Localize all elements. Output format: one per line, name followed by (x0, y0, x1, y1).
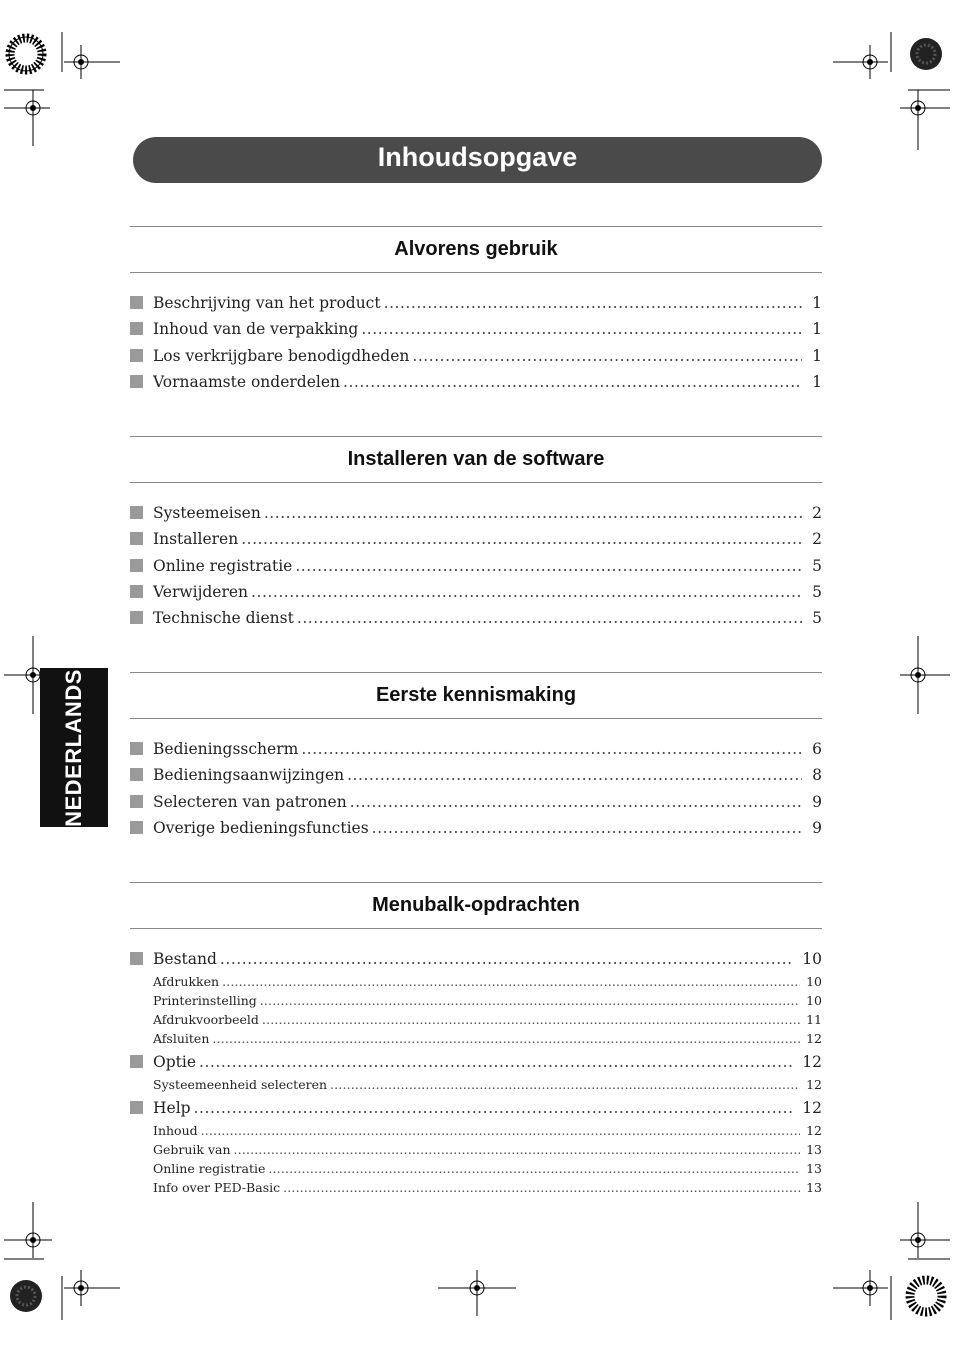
leader-dots (234, 1142, 800, 1157)
leader-dots (201, 1123, 800, 1138)
toc-subentry-label: Printerinstelling (153, 993, 257, 1008)
page-title: Inhoudsopgave (377, 142, 578, 172)
toc-entry-label: Beschrijving van het product (153, 294, 381, 312)
toc-subentry-label: Afdrukvoorbeeld (153, 1012, 259, 1027)
registration-target-icon (64, 45, 120, 79)
square-bullet-icon (130, 506, 143, 519)
toc-subentry[interactable] (153, 1142, 822, 1159)
toc-entry[interactable] (130, 530, 822, 552)
language-side-tab (40, 668, 108, 827)
leader-dots (330, 1077, 800, 1092)
square-bullet-icon (130, 349, 143, 362)
toc-page-number: 5 (812, 583, 822, 601)
square-bullet-icon (130, 296, 143, 309)
toc-subentry-label: Systeemeenheid selecteren (153, 1077, 328, 1092)
section-heading-box (130, 672, 822, 719)
toc-subentry[interactable] (153, 1161, 822, 1178)
toc-entry-label: Optie (153, 1053, 196, 1071)
toc-entry-label: Verwijderen (153, 583, 249, 601)
leader-dots (199, 1053, 794, 1071)
toc-subentry[interactable] (153, 993, 822, 1010)
leader-dots (251, 583, 802, 601)
section-heading-box (130, 882, 822, 929)
leader-dots (268, 1161, 800, 1176)
toc-entry-label: Bedieningsscherm (153, 740, 299, 758)
toc-entry-label: Technische dienst (153, 609, 294, 627)
toc-entry-label: Bedieningsaanwijzingen (153, 766, 345, 784)
section-heading-box (130, 436, 822, 483)
toc-entry[interactable] (130, 1099, 822, 1121)
leader-dots (220, 950, 794, 968)
leader-dots (350, 793, 802, 811)
toc-entry[interactable] (130, 557, 822, 579)
toc-entry[interactable] (130, 294, 822, 316)
toc-page-number: 12 (806, 1123, 822, 1138)
toc-subentry[interactable] (153, 1180, 822, 1197)
toc-entry[interactable] (130, 793, 822, 815)
toc-subentry-label: Info over PED-Basic (153, 1180, 281, 1195)
toc-entry-label: Online registratie (153, 557, 293, 575)
section-alvorens-gebruik (130, 226, 822, 391)
toc-page-number: 13 (806, 1161, 822, 1176)
toc-entry-label: Vornaamste onderdelen (153, 373, 340, 391)
square-bullet-icon (130, 322, 143, 335)
square-bullet-icon (130, 952, 143, 965)
toc-page-number: 12 (802, 1099, 822, 1117)
leader-dots (260, 993, 800, 1008)
section-heading: Installeren van de software (347, 448, 605, 470)
section-installeren (130, 436, 822, 627)
toc-entry[interactable] (130, 347, 822, 369)
square-bullet-icon (130, 768, 143, 781)
toc-subentry-label: Online registratie (153, 1161, 266, 1176)
toc-entry[interactable] (130, 1053, 822, 1075)
square-bullet-icon (130, 795, 143, 808)
section-heading-box (130, 226, 822, 273)
toc-page-number: 1 (812, 320, 822, 338)
toc-entry[interactable] (130, 373, 822, 395)
toc-entry[interactable] (130, 740, 822, 762)
section-eerste-kennismaking (130, 672, 822, 837)
toc-page-number: 5 (812, 609, 822, 627)
toc-entry-label: Overige bedieningsfuncties (153, 819, 369, 837)
leader-dots (212, 1031, 800, 1046)
square-bullet-icon (130, 821, 143, 834)
leader-dots (361, 320, 802, 338)
toc-page-number: 12 (806, 1031, 822, 1046)
language-label: NEDERLANDS (61, 668, 86, 827)
leader-dots (295, 557, 802, 575)
toc-subentry[interactable] (153, 1123, 822, 1140)
leader-dots (301, 740, 802, 758)
toc-page-number: 9 (812, 819, 822, 837)
toc-page-number: 10 (806, 974, 822, 989)
toc-entry[interactable] (130, 504, 822, 526)
toc-entry[interactable] (130, 950, 822, 972)
toc-page-number: 2 (812, 504, 822, 522)
leader-dots (222, 974, 800, 989)
toc-page-number: 2 (812, 530, 822, 548)
toc-page-number: 1 (812, 347, 822, 365)
toc-entry[interactable] (130, 320, 822, 342)
square-bullet-icon (130, 1055, 143, 1068)
toc-page-number: 8 (812, 766, 822, 784)
toc-subentry-label: Afsluiten (153, 1031, 210, 1046)
section-heading: Menubalk-opdrachten (372, 894, 580, 916)
leader-dots (262, 1012, 800, 1027)
toc-entry-label: Los verkrijgbare benodigdheden (153, 347, 410, 365)
toc-page-number: 11 (806, 1012, 822, 1027)
square-bullet-icon (130, 611, 143, 624)
toc-subentry[interactable] (153, 1077, 822, 1094)
square-bullet-icon (130, 532, 143, 545)
toc-subentry-label: Inhoud (153, 1123, 198, 1138)
leader-dots (264, 504, 802, 522)
leader-dots (384, 294, 802, 312)
toc-entry-label: Bestand (153, 950, 217, 968)
toc-entry[interactable] (130, 583, 822, 605)
square-bullet-icon (130, 1101, 143, 1114)
toc-page-number: 1 (812, 294, 822, 312)
leader-dots (297, 609, 802, 627)
toc-page-number: 5 (812, 557, 822, 575)
leader-dots (347, 766, 802, 784)
section-menubalk-opdrachten (130, 882, 822, 1195)
toc-page-number: 13 (806, 1180, 822, 1195)
leader-dots (283, 1180, 800, 1195)
leader-dots (343, 373, 802, 391)
square-bullet-icon (130, 559, 143, 572)
section-heading: Alvorens gebruik (394, 238, 558, 260)
toc-entry-label: Selecteren van patronen (153, 793, 347, 811)
square-bullet-icon (130, 585, 143, 598)
leader-dots (194, 1099, 794, 1117)
toc-page-number: 9 (812, 793, 822, 811)
toc-subentry[interactable] (153, 1031, 822, 1048)
toc-entry-label: Help (153, 1099, 191, 1117)
toc-entry[interactable] (130, 609, 822, 631)
toc-page-number: 1 (812, 373, 822, 391)
square-bullet-icon (130, 375, 143, 388)
toc-page-number: 12 (806, 1077, 822, 1092)
toc-entry[interactable] (130, 819, 822, 841)
toc-page-number: 13 (806, 1142, 822, 1157)
toc-subentry[interactable] (153, 1012, 822, 1029)
toc-page-number: 10 (806, 993, 822, 1008)
leader-dots (241, 530, 802, 548)
section-heading: Eerste kennismaking (375, 684, 577, 706)
toc-entry[interactable] (130, 766, 822, 788)
leader-dots (412, 347, 802, 365)
toc-subentry-label: Gebruik van (153, 1142, 231, 1157)
leader-dots (372, 819, 802, 837)
toc-page-number: 10 (802, 950, 822, 968)
toc-page-number: 6 (812, 740, 822, 758)
toc-entry-label: Installeren (153, 530, 239, 548)
toc-subentry[interactable] (153, 974, 822, 991)
toc-entry-label: Systeemeisen (153, 504, 261, 522)
toc-subentry-label: Afdrukken (153, 974, 220, 989)
square-bullet-icon (130, 742, 143, 755)
toc-entry-label: Inhoud van de verpakking (153, 320, 359, 338)
title-bar (133, 137, 822, 183)
toc-page-number: 12 (802, 1053, 822, 1071)
